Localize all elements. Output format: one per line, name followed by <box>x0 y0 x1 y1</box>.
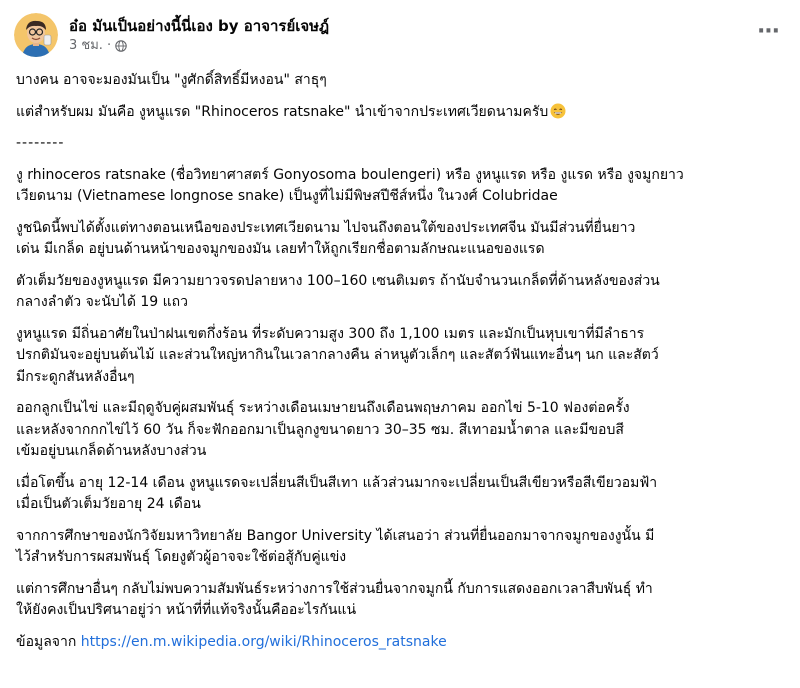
post-meta <box>69 16 329 55</box>
paragraph-habitat: งูหนูแรด มีถิ่นอาศัยในป่าฝนเขตกึ่งร้อน ที่ระดับความสูง 300 ถึง 1,100 เมตร และมักเป็นหุบเขาที่มีลำธาร ปรกติมันจะอยู่บนต้นไม้ และส่วนใหญ่หากินในเวลากลางคืน ล่าหนูตัวเล็กๆ และสัตว์ฟันแทะอื่นๆ นก และสัตว์ มีกระดูกสันหลังอื่นๆ <box>16 325 659 385</box>
post-header <box>14 8 329 62</box>
paragraph-research: จากการศึกษาของนักวิจัยมหาวิทยาลัย Bangor University ได้เสนอว่า ส่วนที่ยื่นออกมาจากจมูกของงูนั้น มี ไว้สำหรับการผสมพันธุ์ โดยงูตัวผู้อาจจะใช้ต่อสู้กับคู่แข่ง <box>16 527 655 565</box>
post-body <box>16 70 791 653</box>
separator-dot: · <box>106 37 112 53</box>
paragraph-color-change: เมื่อโตขึ้น อายุ 12-14 เดือน งูหนูแรดจะเปลี่ยนสีเป็นสีเทา แล้วส่วนมากจะเปลี่ยนเป็นสีเขียวหรือสีเขียวอมฟ้า เมื่อเป็นตัวเต็มวัยอายุ 24 เดือน <box>16 474 658 512</box>
paragraph-size: ตัวเต็มวัยของงูหนูแรด มีความยาวจรดปลายหาง 100–160 เซนติเมตร ถ้านับจำนวนเกล็ดที่ด้านหลังของส่วน กลางลำตัว จะนับได้ 19 แถว <box>16 272 660 310</box>
paragraph-1: บางคน อาจจะมองมันเป็น "งูศักดิ์สิทธิ์มีหงอน" สาธุๆ <box>16 72 327 88</box>
source-label: ข้อมูลจาก <box>16 633 77 650</box>
paragraph-other-studies: แต่การศึกษาอื่นๆ กลับไม่พบความสัมพันธ์ระหว่างการใช้ส่วนยื่นจากจมูกนี้ กับการแสดงออกเวลาสืบพันธุ์ ทำ ให้ยังคงเป็นปริศนาอยู่ว่า หน้าที่ที่แท้จริงนั้นคืออะไรกันแน่ <box>16 580 653 618</box>
source-line <box>16 632 791 654</box>
post-timestamp[interactable]: 3 ชม. <box>69 37 103 53</box>
paragraph-intro: งู rhinoceros ratsnake (ชื่อวิทยาศาสตร์ Gonyosoma boulengeri) หรือ งูหนูแรด หรือ งูแรด หรือ งูจมูกยาว เวียดนาม (Vietnamese longnose snake) เป็นงูที่ไม่มีพิษสปีชีส์หนึ่ง ในวงศ์ Colubridae <box>16 166 684 204</box>
paragraph-2 <box>16 102 791 124</box>
more-options-button[interactable] <box>750 18 786 54</box>
paragraph-range: งูชนิดนี้พบได้ตั้งแต่ทางตอนเหนือของประเทศเวียดนาม ไปจนถึงตอนใต้ของประเทศจีน มันมีส่วนที่ยื่นยาว เด่น มีเกล็ด อยู่บนด้านหน้าของจมูกของมัน เลยทำให้ถูกเรียกชื่อตามลักษณะแนอของแรด <box>16 219 636 257</box>
globe-icon[interactable] <box>115 40 127 52</box>
author-avatar[interactable] <box>14 13 58 57</box>
paragraph-breeding: ออกลูกเป็นไข่ และมีฤดูจับคู่ผสมพันธุ์ ระหว่างเดือนเมษายนถึงเดือนพฤษภาคม ออกไข่ 5-10 ฟองต่อครั้ง และหลังจากกกไข่ไว้ 60 วัน ก็จะฟักออกมาเป็นลูกงูขนาดยาว 30–35 ซม. สีเทาอมน้ำตาล และมีขอบสี เข้มอยู่บนเกล็ดด้านหลังบางส่วน <box>16 400 630 459</box>
grinning-face-icon <box>550 103 566 119</box>
cartoon-avatar-icon <box>14 13 58 57</box>
post-subline <box>69 37 329 55</box>
source-link[interactable]: https://en.m.wikipedia.org/wiki/Rhinoceros_ratsnake <box>80 633 447 650</box>
author-name[interactable]: อ๋อ มันเป็นอย่างนี้นี่เอง by อาจารย์เจษฎ์ <box>69 16 330 35</box>
more-options-icon: ··· <box>756 19 780 44</box>
divider-line: -------- <box>16 135 65 151</box>
paragraph-2-text: แต่สำหรับผม มันคือ งูหนูแรด "Rhinoceros ratsnake" นำเข้าจากประเทศเวียดนามครับ <box>16 103 549 120</box>
